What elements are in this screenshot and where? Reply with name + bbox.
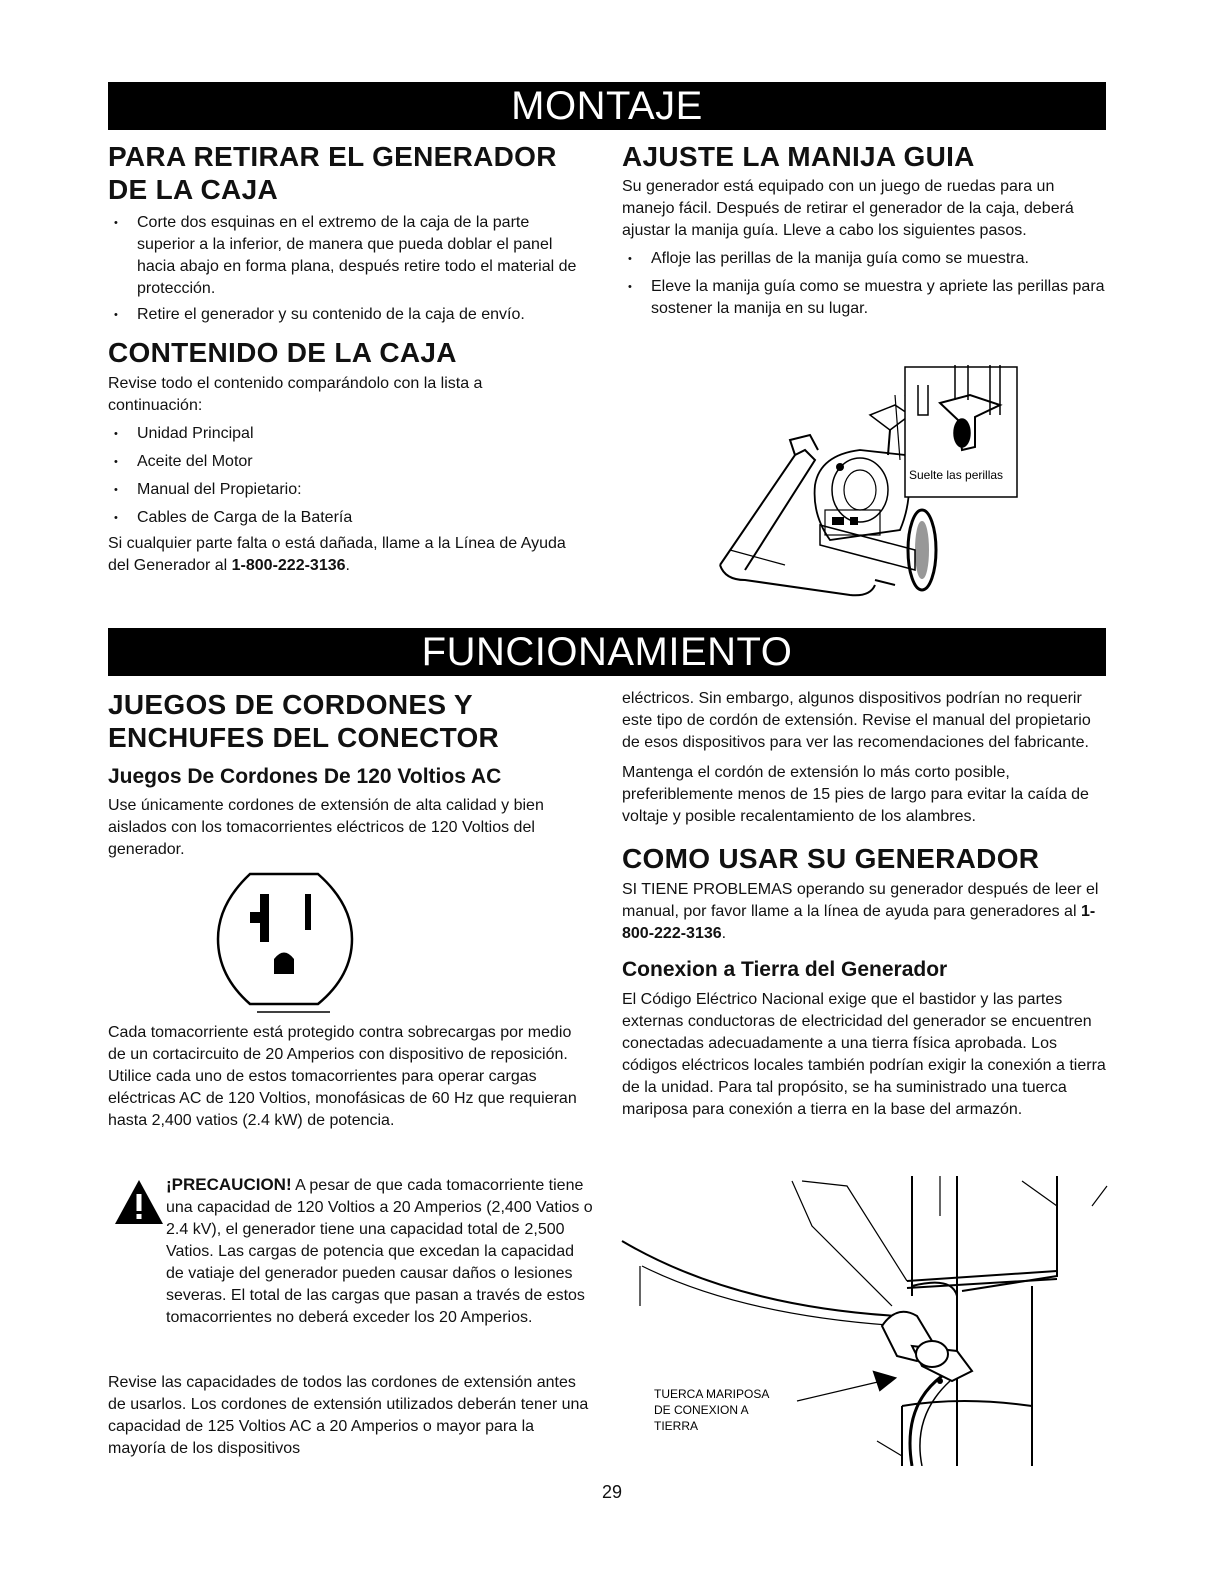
manija-list <box>622 248 1106 320</box>
page-number: 29 <box>601 1482 623 1502</box>
figure-label-loosen-knobs: Suelte las perillas <box>909 468 1004 482</box>
helpline-phone: 1-800-222-3136 <box>231 557 346 574</box>
caution-label: ¡PRECAUCION! <box>166 1175 292 1194</box>
cordones-p1: Use únicamente cordones de extensión de alta calidad y bien aislados con los tomacorrientes eléctricos de 120 Voltios del generador. <box>108 797 544 858</box>
wing-nut-label-line2: DE CONEXION A <box>654 1403 749 1417</box>
retirar-title-line1: PARA RETIRAR EL GENERADOR <box>108 141 557 172</box>
manija-section <box>622 140 1106 320</box>
contenido-note <box>108 533 578 577</box>
cordones-p4: eléctricos. Sin embargo, algunos dispositivos podrían no requerir este tipo de cordón de extensión. Revise el manual del propietario de esos dispositivos para ver las recomendaciones del fabricante. <box>622 690 1091 751</box>
usar-text <box>622 879 1106 945</box>
retirar-section <box>108 140 598 326</box>
caution-text <box>166 1174 594 1329</box>
montaje-banner: MONTAJE <box>108 82 1106 130</box>
caution-body: A pesar de que cada tomacorriente tiene una capacidad de 120 Voltios a 20 Amperios (2,400 Vatios o 2.4 kV), el generador tiene una capacidad total de 2,500 Vatios. Las cargas de potencia que excedan la capacidad de vatiaje del generador pueden causar daños o lesiones severas. El total de las cargas que pasan a través de estos tomacorrientes no deberá exceder los 20 Amperios. <box>166 1177 593 1326</box>
cordones-subtitle: Juegos De Cordones De 120 Voltios AC <box>108 765 502 788</box>
outlet-illustration <box>210 864 360 1014</box>
contenido-title: CONTENIDO DE LA CAJA <box>108 337 457 368</box>
usar-title: COMO USAR SU GENERADOR <box>622 843 1040 874</box>
list-item: • Unidad Principal <box>108 423 578 445</box>
cordones-section-2 <box>108 1022 588 1132</box>
contenido-intro: Revise todo el contenido comparándolo con la lista a continuación: <box>108 375 483 414</box>
funcionamiento-banner: FUNCIONAMIENTO <box>108 628 1106 676</box>
retirar-title-line2: DE LA CAJA <box>108 174 278 205</box>
cordones-p5: Mantenga el cordón de extensión lo más corto posible, preferiblemente menos de 15 pies de largo para evitar la caída de voltaje y posible recalentamiento de los alambres. <box>622 764 1089 825</box>
contenido-list <box>108 423 578 529</box>
tierra-subtitle: Conexion a Tierra del Generador <box>622 958 948 981</box>
list-item: • Retire el generador y su contenido de la caja de envío. <box>108 304 598 326</box>
list-item: • Eleve la manija guía como se muestra y apriete las perillas para sostener la manija en su lugar. <box>622 276 1106 320</box>
list-item: • Aceite del Motor <box>108 451 578 473</box>
manija-intro: Su generador está equipado con un juego de ruedas para un manejo fácil. Después de retirar el generador de la caja, deberá ajustar la manija guía. Lleve a cabo los siguientes pasos. <box>622 178 1074 239</box>
ground-wing-nut-illustration <box>612 1176 1112 1466</box>
note-text: Si cualquier parte falta o está dañada, llame a la Línea de Ayuda del Generador al <box>108 535 566 574</box>
cordones-title-line2: ENCHUFES DEL CONECTOR <box>108 722 500 753</box>
usar-body: SI TIENE PROBLEMAS operando su generador después de leer el manual, por favor llame a la línea de ayuda para generadores al <box>622 881 1099 920</box>
cordones-continued <box>622 688 1106 1121</box>
cordones-section <box>108 688 588 861</box>
cordones-p3: Revise las capacidades de todos las cordones de extensión antes de usarlos. Los cordones de extensión utilizados deberán tener una capacidad de 125 Voltios AC a 20 Amperios o mayor para la mayoría de los dispositivos <box>108 1374 589 1457</box>
wing-nut-label-line1: TUERCA MARIPOSA <box>654 1387 770 1401</box>
warning-icon <box>113 1178 165 1226</box>
cordones-title-line1: JUEGOS DE CORDONES Y <box>108 689 473 720</box>
helpline-phone-2: 1-800-222-3136 <box>622 903 1096 942</box>
usar-end: . <box>721 925 727 942</box>
caution-block <box>166 1174 594 1329</box>
list-item: • Cables de Carga de la Batería <box>108 507 578 529</box>
list-item: • Afloje las perillas de la manija guía como se muestra. <box>622 248 1106 270</box>
retirar-list <box>108 212 598 326</box>
note-end: . <box>345 557 350 574</box>
generator-handle-illustration <box>700 355 1030 605</box>
tierra-text: El Código Eléctrico Nacional exige que el bastidor y las partes externas conductoras de electricidad del generador se encuentren conectadas adecuadamente a una tierra física aprobada. Los códigos eléctricos locales también podrían exigir la conexión a tierra de la unidad. Para tal propósito, se ha suministrado una tuerca mariposa para conexión a tierra en la base del armazón. <box>622 991 1106 1118</box>
list-item: • Manual del Propietario: <box>108 479 578 501</box>
cordones-p2: Cada tomacorriente está protegido contra sobrecargas por medio de un cortacircuito de 20 Amperios con dispositivo de reposición. Utilice cada uno de estos tomacorrientes para operar cargas eléctricas AC de 120 Voltios, monofásicas de 60 Hz que requieran hasta 2,400 vatios (2.4 kW) de potencia. <box>108 1024 577 1129</box>
cordones-section-3 <box>108 1372 590 1460</box>
contenido-section <box>108 336 578 577</box>
manija-title: AJUSTE LA MANIJA GUIA <box>622 141 975 172</box>
wing-nut-label-line3: TIERRA <box>654 1419 699 1433</box>
list-item: • Corte dos esquinas en el extremo de la caja de la parte superior a la inferior, de manera que pueda doblar el panel hacia abajo en forma plana, después retire todo el material de protección. <box>108 212 598 300</box>
